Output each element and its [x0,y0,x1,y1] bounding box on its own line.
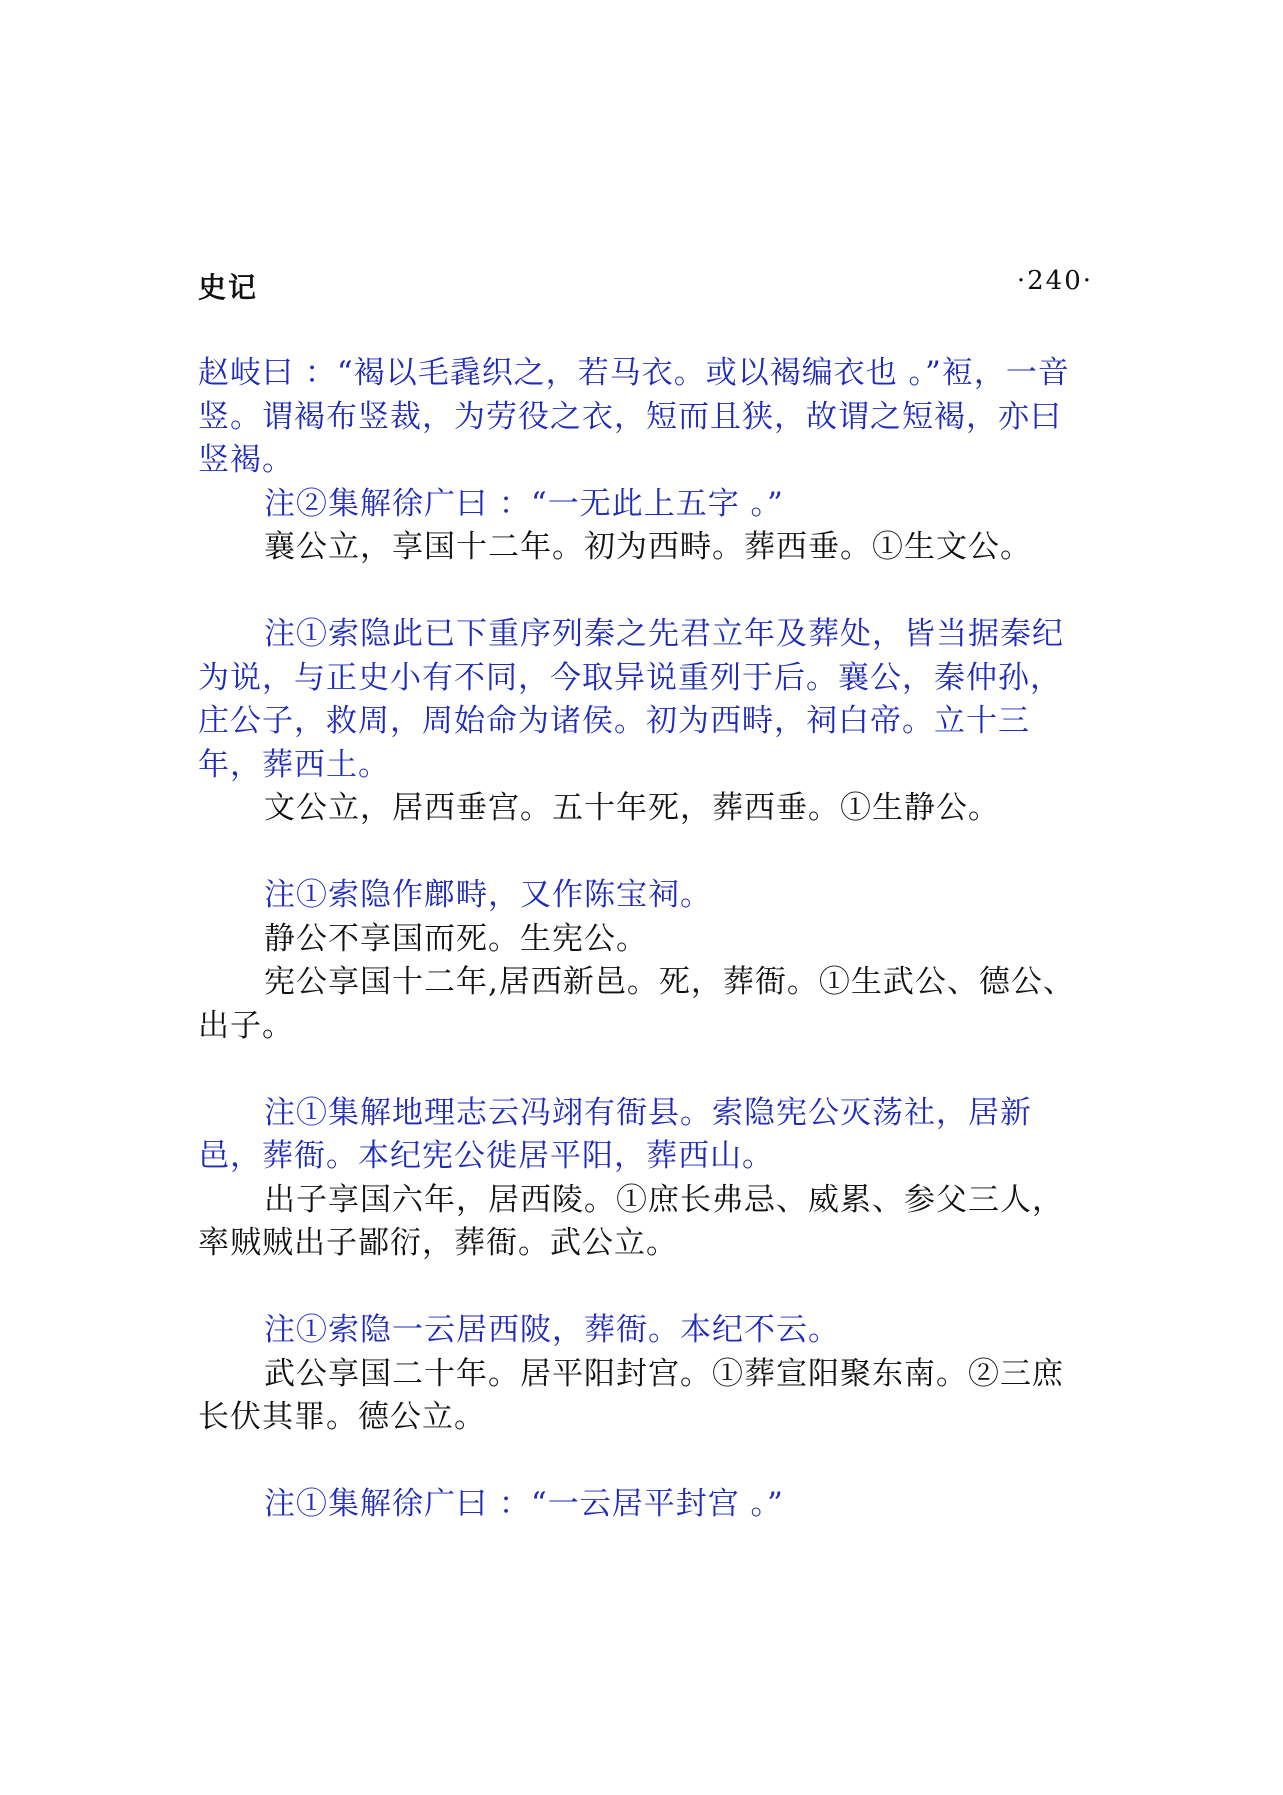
book-title: 史记 [198,271,259,304]
commentary-paragraph: 注①索隐作鄜畤，又作陈宝祠。 [264,877,712,913]
body-text [198,352,1093,1527]
page-header [198,266,1093,306]
main-text-paragraph: 襄公立，享国十二年。初为西畤。葬西垂。①生文公。 [264,529,1032,565]
page-number: ·240· [1016,266,1093,296]
commentary-paragraph: 注①索隐一云居西陂，葬衙。本纪不云。 [264,1312,840,1348]
main-text-paragraph: 出子享国六年，居西陵。①庶长弗忌、威累、参父三人，率贼贼出子鄙衍，葬衙。武公立。 [198,1181,1064,1261]
main-text-paragraph: 宪公享国十二年,居西新邑。死，葬衙。①生武公、德公、出子。 [198,964,1075,1044]
main-text-paragraph: 静公不享国而死。生宪公。 [264,920,648,957]
main-text-paragraph: 文公立，居西垂宫。五十年死，葬西垂。①生静公。 [264,790,1000,826]
main-text-paragraph: 武公享国二十年。居平阳封宫。①葬宣阳聚东南。②三庶长伏其罪。德公立。 [198,1355,1064,1435]
commentary-paragraph: 赵岐曰 ：“褐以毛毳织之，若马衣。或以褐编衣也 。”裋，一音竖。谓褐布竖裁，为劳役之衣，短而且狭，故谓之短褐，亦曰竖褐。 [198,355,1070,478]
commentary-paragraph: 注①集解地理志云冯翊有衙县。索隐宪公灭荡社，居新邑，葬衙。本纪宪公徙居平阳，葬西山。 [198,1094,1032,1174]
commentary-paragraph: 注②集解徐广曰 ：“一无此上五字 。” [264,485,784,522]
commentary-paragraph: 注①集解徐广曰 ：“一云居平封宫 。” [264,1486,784,1522]
commentary-paragraph: 注①索隐此已下重序列秦之先君立年及葬处，皆当据秦纪为说，与正史小有不同，今取异说重列于后。襄公，秦仲孙，庄公子，救周，周始命为诸侯。初为西畤，祠白帝。立十三年，葬西土。 [198,616,1064,783]
